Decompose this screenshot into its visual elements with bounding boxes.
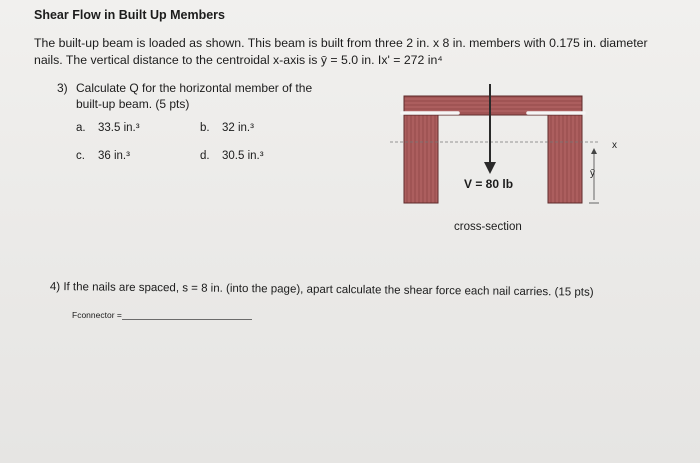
x-axis-label: x bbox=[612, 140, 617, 151]
option-a[interactable] bbox=[76, 122, 140, 134]
option-letter: b. bbox=[200, 122, 210, 134]
page-title: Shear Flow in Built Up Members bbox=[34, 8, 225, 22]
load-label: V = 80 lb bbox=[464, 177, 514, 191]
option-d[interactable] bbox=[200, 150, 264, 162]
answer-field[interactable] bbox=[72, 310, 122, 320]
option-letter: c. bbox=[76, 150, 85, 162]
option-value: 33.5 in.³ bbox=[98, 122, 140, 134]
option-value: 30.5 in.³ bbox=[222, 150, 264, 162]
ybar-label: ȳ bbox=[590, 168, 595, 179]
option-b[interactable] bbox=[200, 122, 254, 134]
question-text: Calculate Q for the horizontal member of the built-up beam. (5 pts) bbox=[76, 81, 313, 111]
problem-statement: The built-up beam is loaded as shown. This beam is built from three 2 in. x 8 in. members with 0.175 in. diameter nails. The vertical distance to the centroidal x-axis is ȳ = 5.0 in. Ix' = 272 in⁴ bbox=[34, 36, 648, 67]
option-letter: d. bbox=[200, 150, 210, 162]
question-4: 4) If the nails are spaced, s = 8 in. (into the page), apart calculate the shear force each nail carries. (15 pts) bbox=[49, 281, 594, 299]
load-arrow-head bbox=[484, 162, 496, 174]
answer-blank-line[interactable] bbox=[122, 319, 252, 320]
option-letter: a. bbox=[76, 122, 86, 134]
option-c[interactable] bbox=[76, 150, 130, 162]
right-member bbox=[548, 115, 582, 203]
option-value: 36 in.³ bbox=[98, 150, 130, 162]
beam-cross-section-figure bbox=[386, 80, 626, 210]
ybar-arrow-up bbox=[591, 148, 597, 154]
option-value: 32 in.³ bbox=[222, 122, 254, 134]
question-number: 3) bbox=[57, 81, 68, 95]
figure-caption: cross-section bbox=[454, 221, 522, 233]
answer-label: Fconnector = bbox=[72, 310, 122, 320]
left-member bbox=[404, 115, 438, 203]
